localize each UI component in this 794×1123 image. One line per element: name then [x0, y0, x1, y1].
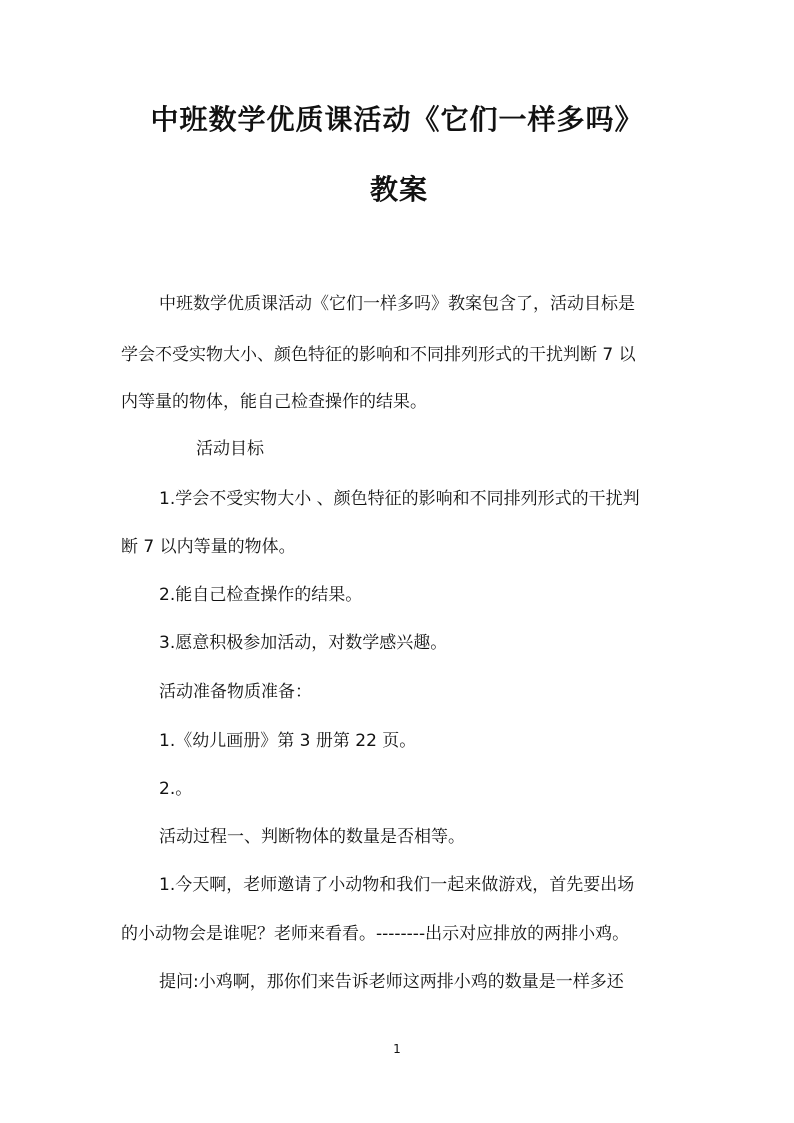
- document-title: 中班数学优质课活动《它们一样多吗》: [150, 103, 644, 136]
- section-heading-goals: 活动目标: [196, 439, 264, 459]
- goal-item-2: 2.能自己检查操作的结果。: [159, 585, 363, 605]
- intro-paragraph-line-2: 学会不受实物大小、颜色特征的影响和不同排列形式的干扰判断 7 以: [121, 345, 636, 365]
- page-number: 1: [393, 1042, 401, 1056]
- goal-item-1-line-2: 断 7 以内等量的物体。: [121, 537, 296, 557]
- section-heading-preparation: 活动准备物质准备：: [159, 682, 312, 702]
- section-heading-process: 活动过程一、判断物体的数量是否相等。: [159, 827, 465, 847]
- process-question-line: 提问:小鸡啊，那你们来告诉老师这两排小鸡的数量是一样多还: [159, 972, 624, 992]
- goal-item-1-line-1: 1.学会不受实物大小 、颜色特征的影响和不同排列形式的干扰判: [159, 489, 640, 509]
- intro-paragraph-line-1: 中班数学优质课活动《它们一样多吗》教案包含了，活动目标是: [159, 294, 635, 314]
- process-step-1-line-2: 的小动物会是谁呢？老师来看看。--------出示对应排放的两排小鸡。: [121, 924, 630, 944]
- intro-paragraph-line-3: 内等量的物体，能自己检查操作的结果。: [121, 392, 427, 412]
- document-title-continued: 教案: [369, 173, 428, 206]
- preparation-item-1: 1.《幼儿画册》第 3 册第 22 页。: [159, 731, 417, 751]
- process-step-1-line-1: 1.今天啊，老师邀请了小动物和我们一起来做游戏，首先要出场: [159, 875, 635, 895]
- preparation-item-2: 2.。: [159, 779, 193, 799]
- goal-item-3: 3.愿意积极参加活动，对数学感兴趣。: [159, 633, 448, 653]
